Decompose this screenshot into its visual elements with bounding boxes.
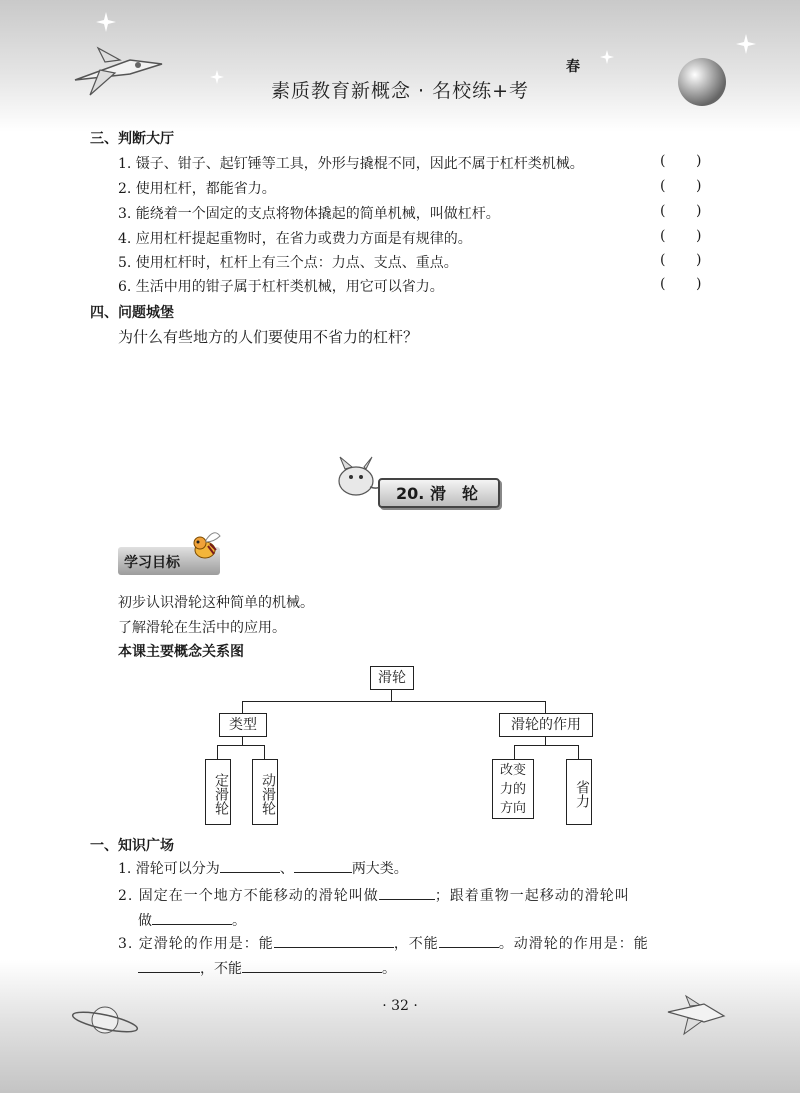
answer-area[interactable] — [118, 350, 718, 450]
node-fixed-pulley: 定滑轮 — [205, 759, 231, 825]
connector — [242, 736, 243, 745]
connector — [578, 745, 579, 759]
node-types: 类型 — [219, 713, 267, 737]
space-shuttle-icon — [664, 994, 728, 1038]
lesson-title: 20. 滑 轮 — [396, 484, 478, 503]
answer-blank[interactable] — [242, 958, 382, 973]
answer-paren-6[interactable]: ( ) — [660, 276, 702, 292]
star-icon — [600, 50, 614, 64]
goals-badge-label: 学习目标 — [124, 555, 180, 571]
goal-1: 初步认识滑轮这种简单的机械。 — [118, 595, 314, 611]
connector — [217, 745, 218, 759]
section-3-title: 三、判断大厅 — [90, 131, 174, 147]
fill-question-3-cont: ，不能 。 — [138, 958, 396, 978]
node-save-force: 省力 — [566, 759, 592, 825]
connector — [391, 689, 392, 701]
node-movable-pulley: 动滑轮 — [252, 759, 278, 825]
judge-item-4: 4. 应用杠杆提起重物时，在省力或费力方面是有规律的。 — [118, 231, 472, 247]
header-title: 素质教育新概念 · 名校练+考 — [270, 80, 530, 102]
connector — [545, 701, 546, 713]
page-number: · 32 · — [382, 998, 418, 1014]
fill-question-2-cont: 做 。 — [138, 910, 246, 930]
answer-paren-2[interactable]: ( ) — [660, 178, 702, 194]
fill-question-1: 1. 滑轮可以分为 、 两大类。 — [118, 858, 408, 878]
answer-blank[interactable] — [220, 858, 280, 873]
judge-item-1: 1. 镊子、钳子、起钉锤等工具，外形与撬棍不同，因此不属于杠杆类机械。 — [118, 156, 584, 172]
answer-paren-1[interactable]: ( ) — [660, 153, 702, 169]
judge-item-6: 6. 生活中用的钳子属于杠杆类机械，用它可以省力。 — [118, 279, 444, 295]
star-icon — [736, 34, 756, 54]
answer-blank[interactable] — [274, 933, 394, 948]
section-1-title: 一、知识广场 — [90, 838, 174, 854]
bee-mascot-icon — [188, 528, 224, 564]
connector — [242, 701, 243, 713]
connector — [545, 736, 546, 745]
goal-2: 了解滑轮在生活中的应用。 — [118, 620, 286, 636]
concept-map-title: 本课主要概念关系图 — [118, 644, 244, 660]
season-label: 春 — [566, 59, 580, 75]
fill-question-2: 2. 固定在一个地方不能移动的滑轮叫做 ；跟着重物一起移动的滑轮叫 — [118, 885, 630, 905]
star-icon — [96, 12, 116, 32]
answer-paren-5[interactable]: ( ) — [660, 252, 702, 268]
connector — [514, 745, 579, 746]
judge-item-3: 3. 能绕着一个固定的支点将物体撬起的简单机械，叫做杠杆。 — [118, 206, 500, 222]
connector — [217, 745, 265, 746]
node-pulley: 滑轮 — [370, 666, 414, 690]
answer-blank[interactable] — [439, 933, 499, 948]
question-text: 为什么有些地方的人们要使用不省力的杠杆？ — [118, 328, 419, 346]
answer-paren-3[interactable]: ( ) — [660, 203, 702, 219]
section-4-title: 四、问题城堡 — [90, 305, 174, 321]
node-change-direction: 改变力的方向 — [492, 759, 534, 819]
fill-question-3: 3. 定滑轮的作用是：能 ，不能 。动滑轮的作用是：能 — [118, 933, 649, 953]
answer-paren-4[interactable]: ( ) — [660, 228, 702, 244]
node-uses: 滑轮的作用 — [499, 713, 593, 737]
answer-blank[interactable] — [152, 910, 232, 925]
connector — [514, 745, 515, 759]
ringed-planet-icon — [70, 1000, 140, 1040]
answer-blank[interactable] — [294, 858, 352, 873]
judge-item-2: 2. 使用杠杆，都能省力。 — [118, 181, 276, 197]
judge-item-5: 5. 使用杠杆时，杠杆上有三个点：力点、支点、重点。 — [118, 255, 458, 271]
connector — [242, 701, 546, 702]
answer-blank[interactable] — [379, 885, 435, 900]
answer-blank[interactable] — [138, 958, 200, 973]
connector — [264, 745, 265, 759]
